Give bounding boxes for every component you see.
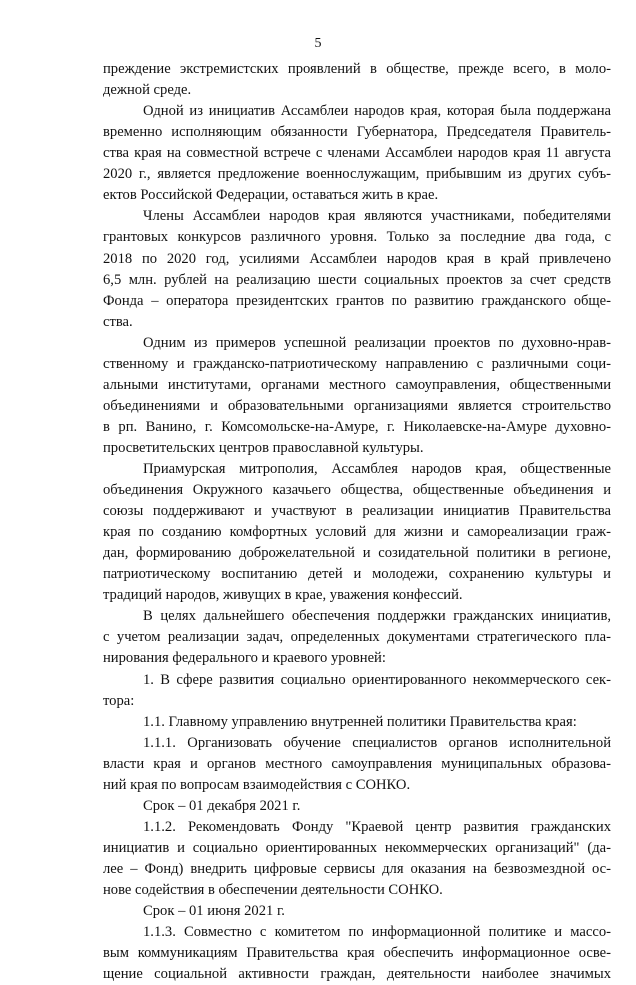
text-line: с учетом реализации задач, определенных документами стратегического пла-	[103, 629, 611, 646]
text-line: дан, формированию доброжелательной и созидательной политики в регионе,	[103, 545, 611, 562]
text-line: в рп. Ванино, г. Комсомольске-на-Амуре, г. Николаевске-на-Амуре духовно-	[103, 418, 611, 435]
text-line: 1.1. Главному управлению внутренней политики Правительства края:	[143, 713, 577, 730]
text-line: края по созданию комфортных условий для жизни и самореализации граж-	[103, 524, 611, 541]
text-line: 1. В сфере развития социально ориентированного некоммерческого сек-	[143, 671, 611, 688]
text-line: власти края и органов местного самоуправления муниципальных образова-	[103, 755, 611, 772]
text-line: нове содействия в обеспечении деятельности СОНКО.	[103, 882, 443, 898]
text-line: Одним из примеров успешной реализации проектов по духовно-нрав-	[143, 334, 611, 351]
text-line: союзы поддерживают и участвуют в реализации инициатив Правительства	[103, 503, 611, 520]
text-line: нирования федерального и краевого уровней:	[103, 650, 386, 667]
text-line: объединениями и образовательными организациями является строительство	[103, 397, 611, 414]
text-line: 1.1.2. Рекомендовать Фонду "Краевой центр развития гражданских	[143, 818, 611, 835]
text-line: лее – Фонд) внедрить цифровые сервисы для оказания на безвозмездной ос-	[103, 860, 611, 877]
text-line: В целях дальнейшего обеспечения поддержки гражданских инициатив,	[143, 608, 611, 625]
text-line: ства края на совместной встрече с членами Ассамблеи народов края 11 августа	[103, 145, 611, 162]
text-line: Фонда – оператора президентских грантов по развитию гражданского обще-	[103, 292, 611, 309]
page-number: 5	[314, 36, 322, 51]
text-line: ства.	[103, 313, 133, 330]
text-line: Срок – 01 июня 2021 г.	[143, 903, 285, 919]
text-line: грантовых конкурсов различного уровня. Только за последние два года, с	[103, 229, 611, 246]
text-line: Одной из инициатив Ассамблеи народов края, которая была поддержана	[143, 103, 611, 120]
text-line: объединения Окружного казачьего общества, общественные объединения и	[103, 482, 611, 498]
text-line: 1.1.3. Совместно с комитетом по информационной политике и массо-	[143, 924, 611, 941]
text-line: инициатив и социально ориентированных некоммерческих организаций" (да-	[103, 839, 611, 856]
text-line: дежной среде.	[103, 82, 192, 98]
text-line: вым коммуникациям Правительства края обеспечить информационное осве-	[103, 945, 611, 962]
text-line: щение социальной активности граждан, деятельности наиболее значимых	[103, 966, 611, 983]
text-line: патриотическому воспитанию детей и молодежи, сохранению культуры и	[103, 566, 611, 583]
text-line: ний края по вопросам взаимодействия с СОНКО.	[103, 776, 411, 793]
text-line: Приамурская митрополия, Ассамблея народов края, общественные	[143, 460, 611, 477]
text-line: традиций народов, живущих в крае, уважения конфессий.	[103, 587, 463, 604]
text-line: временно исполняющим обязанности Губернатора, Председателя Правитель-	[103, 124, 611, 141]
text-line: альными институтами, органами местного самоуправления, общественными	[103, 376, 611, 393]
text-line: ектов Российской Федерации, оставаться жить в крае.	[103, 187, 439, 204]
text-line: ственному и гражданско-патриотическому направлению с различными соци-	[103, 355, 611, 372]
text-line: преждение экстремистских проявлений в обществе, прежде всего, в моло-	[103, 61, 611, 77]
text-line: 2018 по 2020 год, усилиями Ассамблеи народов края в край привлечено	[103, 250, 611, 267]
text-line: Срок – 01 декабря 2021 г.	[143, 797, 301, 814]
text-line: просветительских центров православной культуры.	[103, 439, 424, 456]
text-line: тора:	[103, 692, 135, 709]
text-line: Члены Ассамблеи народов края являются участниками, победителями	[143, 208, 611, 225]
text-line: 6,5 млн. рублей на реализацию шести социальных проектов за счет средств	[103, 271, 611, 288]
text-line: 1.1.1. Организовать обучение специалистов органов исполнительной	[143, 734, 611, 751]
text-line: 2020 г., является предложение военнослужащим, прибывшим из других субъ-	[103, 166, 611, 183]
